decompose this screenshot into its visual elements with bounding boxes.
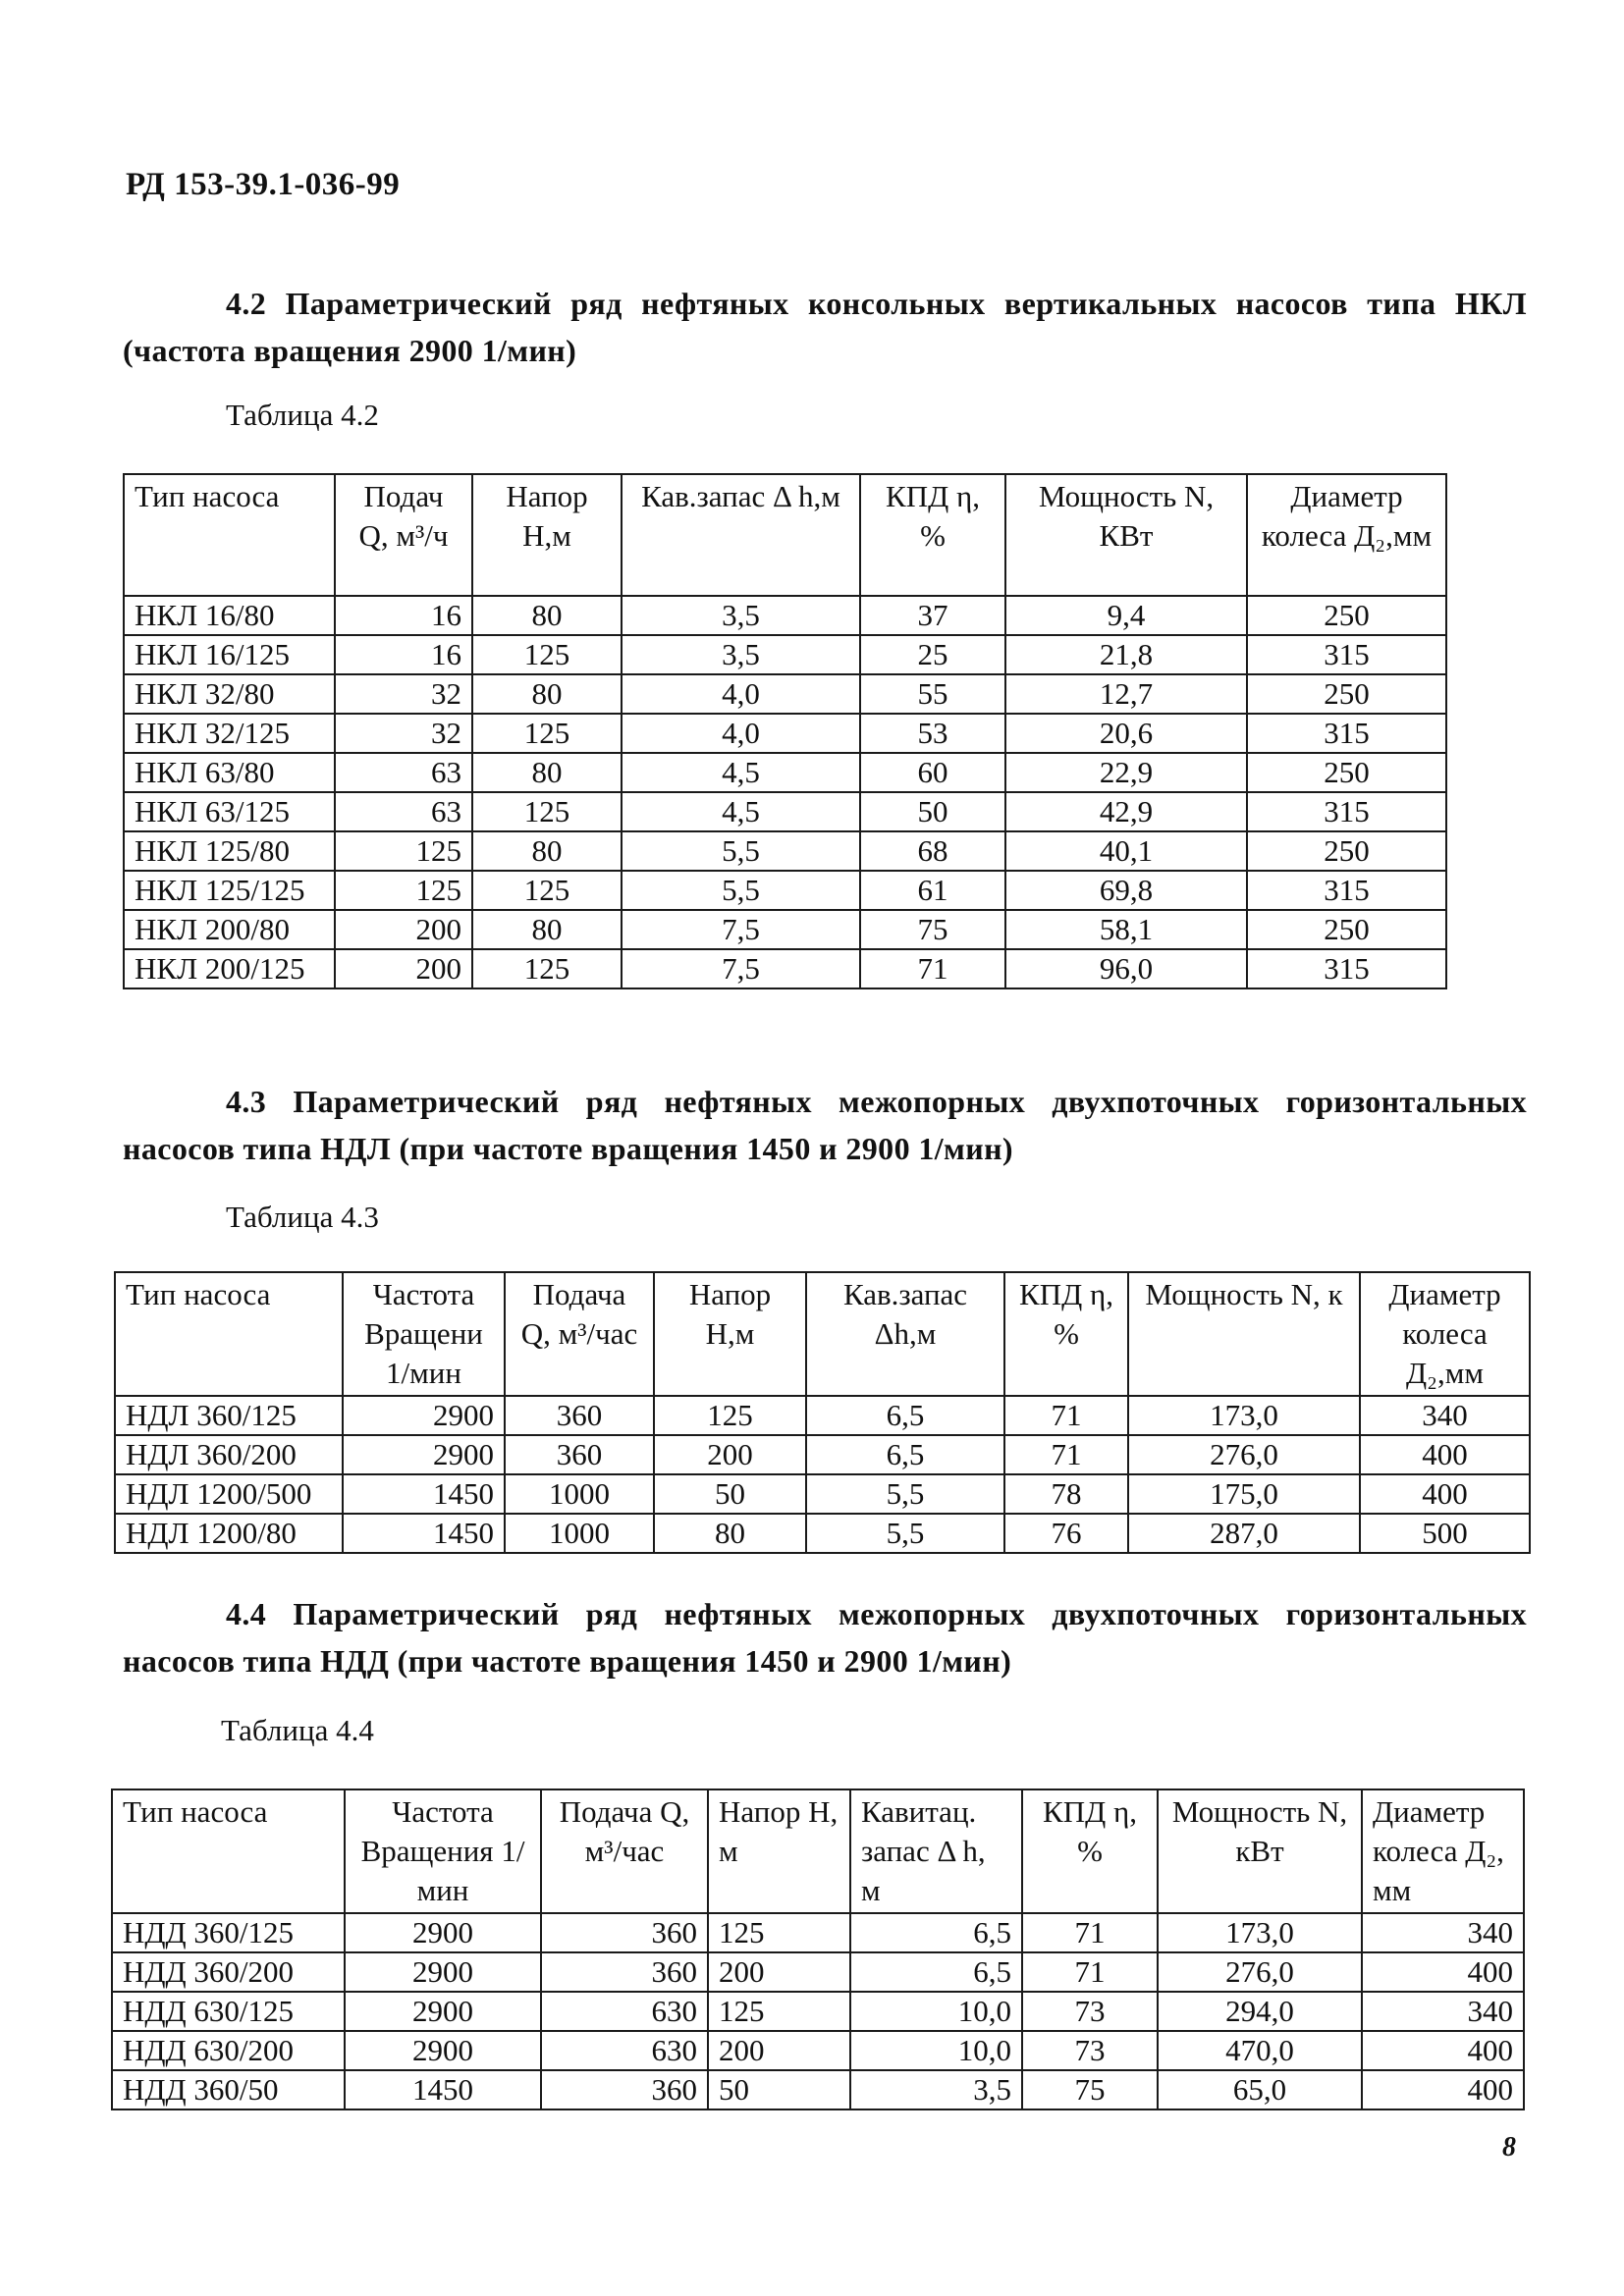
- table-row: [124, 596, 1446, 635]
- value-cell: 400: [1362, 2031, 1524, 2070]
- pump-type-cell: НКЛ 32/125: [124, 714, 335, 753]
- heading-line-1: 4.3 Параметрический ряд нефтяных межопорных двухпоточных горизонтальных: [226, 1084, 1527, 1119]
- table-body: [115, 1396, 1530, 1553]
- col-header-npsh: Кавитац. запас Δ h, м: [850, 1789, 1022, 1913]
- pump-type-cell: НКЛ 125/125: [124, 871, 335, 910]
- value-cell: 69,8: [1005, 871, 1247, 910]
- value-cell: 360: [505, 1396, 654, 1435]
- value-cell: 630: [541, 2031, 708, 2070]
- table-row: [124, 949, 1446, 988]
- value-cell: 68: [860, 831, 1005, 871]
- value-cell: 76: [1004, 1514, 1128, 1553]
- col-header-head: Напор Н, м: [708, 1789, 850, 1913]
- value-cell: 400: [1360, 1435, 1530, 1474]
- col-header-type: Тип насоса: [115, 1272, 343, 1396]
- value-cell: 125: [708, 1992, 850, 2031]
- col-header-efficiency: КПД η, %: [1004, 1272, 1128, 1396]
- table-header-row: [124, 474, 1446, 596]
- value-cell: 2900: [345, 2031, 541, 2070]
- pump-type-cell: НДЛ 360/125: [115, 1396, 343, 1435]
- table-body: [124, 596, 1446, 988]
- table-4-4: [111, 1789, 1525, 2110]
- value-cell: 12,7: [1005, 674, 1247, 714]
- value-cell: 71: [1022, 1913, 1158, 1952]
- table-row: [112, 2070, 1524, 2109]
- value-cell: 630: [541, 1992, 708, 2031]
- table-row: [124, 635, 1446, 674]
- value-cell: 50: [708, 2070, 850, 2109]
- value-cell: 360: [505, 1435, 654, 1474]
- value-cell: 75: [860, 910, 1005, 949]
- value-cell: 315: [1247, 635, 1446, 674]
- value-cell: 71: [1004, 1396, 1128, 1435]
- document-code: РД 153-39.1-036-99: [126, 167, 401, 202]
- value-cell: 125: [472, 635, 622, 674]
- value-cell: 80: [472, 831, 622, 871]
- value-cell: 25: [860, 635, 1005, 674]
- value-cell: 500: [1360, 1514, 1530, 1553]
- heading-line-2: насосов типа НДЛ (при частоте вращения 1450 и 2900 1/мин): [123, 1131, 1013, 1166]
- value-cell: 1450: [345, 2070, 541, 2109]
- table-row: [124, 831, 1446, 871]
- heading-line-2: насосов типа НДД (при частоте вращения 1450 и 2900 1/мин): [123, 1643, 1012, 1679]
- value-cell: 250: [1247, 674, 1446, 714]
- col-header-speed: Частота Вращения 1/мин: [345, 1789, 541, 1913]
- value-cell: 200: [654, 1435, 806, 1474]
- col-header-power: Мощность N, кВт: [1158, 1789, 1362, 1913]
- value-cell: 125: [708, 1913, 850, 1952]
- value-cell: 6,5: [850, 1913, 1022, 1952]
- table-header-row: [112, 1789, 1524, 1913]
- value-cell: 175,0: [1128, 1474, 1360, 1514]
- value-cell: 3,5: [622, 635, 860, 674]
- value-cell: 16: [335, 635, 472, 674]
- value-cell: 250: [1247, 910, 1446, 949]
- pump-type-cell: НДД 360/200: [112, 1952, 345, 1992]
- heading-line-1: 4.2 Параметрический ряд нефтяных консольных вертикальных насосов типа НКЛ: [226, 286, 1527, 321]
- value-cell: 294,0: [1158, 1992, 1362, 2031]
- value-cell: 315: [1247, 792, 1446, 831]
- value-cell: 63: [335, 792, 472, 831]
- value-cell: 1450: [343, 1514, 505, 1553]
- value-cell: 32: [335, 714, 472, 753]
- col-header-npsh: Кав.запас Δh,м: [806, 1272, 1004, 1396]
- pump-type-cell: НКЛ 32/80: [124, 674, 335, 714]
- value-cell: 2900: [345, 1952, 541, 1992]
- pump-type-cell: НКЛ 16/125: [124, 635, 335, 674]
- value-cell: 55: [860, 674, 1005, 714]
- value-cell: 80: [472, 596, 622, 635]
- value-cell: 1000: [505, 1514, 654, 1553]
- value-cell: 400: [1362, 1952, 1524, 1992]
- pump-type-cell: НДД 360/50: [112, 2070, 345, 2109]
- section-heading-4-2: [123, 280, 1527, 374]
- pump-type-cell: НКЛ 200/125: [124, 949, 335, 988]
- table-row: [124, 753, 1446, 792]
- value-cell: 4,0: [622, 674, 860, 714]
- value-cell: 78: [1004, 1474, 1128, 1514]
- value-cell: 276,0: [1128, 1435, 1360, 1474]
- value-cell: 50: [860, 792, 1005, 831]
- value-cell: 315: [1247, 871, 1446, 910]
- value-cell: 60: [860, 753, 1005, 792]
- value-cell: 42,9: [1005, 792, 1247, 831]
- table-row: [124, 792, 1446, 831]
- value-cell: 4,5: [622, 792, 860, 831]
- value-cell: 315: [1247, 714, 1446, 753]
- value-cell: 96,0: [1005, 949, 1247, 988]
- value-cell: 73: [1022, 2031, 1158, 2070]
- value-cell: 50: [654, 1474, 806, 1514]
- value-cell: 3,5: [850, 2070, 1022, 2109]
- col-header-diameter: Диаметр колеса Д₂, мм: [1362, 1789, 1524, 1913]
- pump-type-cell: НКЛ 125/80: [124, 831, 335, 871]
- value-cell: 6,5: [806, 1435, 1004, 1474]
- value-cell: 32: [335, 674, 472, 714]
- value-cell: 200: [708, 2031, 850, 2070]
- value-cell: 10,0: [850, 2031, 1022, 2070]
- table-row: [115, 1514, 1530, 1553]
- value-cell: 250: [1247, 753, 1446, 792]
- value-cell: 125: [654, 1396, 806, 1435]
- value-cell: 6,5: [806, 1396, 1004, 1435]
- value-cell: 22,9: [1005, 753, 1247, 792]
- value-cell: 80: [472, 910, 622, 949]
- value-cell: 287,0: [1128, 1514, 1360, 1553]
- col-header-type: Тип насоса: [124, 474, 335, 596]
- value-cell: 2900: [345, 1913, 541, 1952]
- section-heading-4-4: [123, 1590, 1527, 1684]
- value-cell: 276,0: [1158, 1952, 1362, 1992]
- value-cell: 315: [1247, 949, 1446, 988]
- value-cell: 7,5: [622, 910, 860, 949]
- table-row: [112, 1952, 1524, 1992]
- page-number: 8: [1502, 2132, 1516, 2163]
- value-cell: 5,5: [622, 871, 860, 910]
- value-cell: 75: [1022, 2070, 1158, 2109]
- table-row: [124, 910, 1446, 949]
- pump-type-cell: НДД 630/125: [112, 1992, 345, 2031]
- value-cell: 37: [860, 596, 1005, 635]
- table-row: [115, 1396, 1530, 1435]
- value-cell: 61: [860, 871, 1005, 910]
- table-row: [112, 1913, 1524, 1952]
- col-header-type: Тип насоса: [112, 1789, 345, 1913]
- value-cell: 2900: [343, 1435, 505, 1474]
- value-cell: 125: [472, 714, 622, 753]
- value-cell: 1000: [505, 1474, 654, 1514]
- value-cell: 173,0: [1128, 1396, 1360, 1435]
- value-cell: 200: [335, 949, 472, 988]
- table-caption-4-3: Таблица 4.3: [226, 1200, 379, 1234]
- pump-type-cell: НКЛ 200/80: [124, 910, 335, 949]
- value-cell: 73: [1022, 1992, 1158, 2031]
- pump-type-cell: НДЛ 360/200: [115, 1435, 343, 1474]
- col-header-efficiency: КПД η, %: [860, 474, 1005, 596]
- value-cell: 340: [1360, 1396, 1530, 1435]
- table-row: [115, 1435, 1530, 1474]
- pump-type-cell: НКЛ 16/80: [124, 596, 335, 635]
- value-cell: 200: [708, 1952, 850, 1992]
- value-cell: 58,1: [1005, 910, 1247, 949]
- value-cell: 360: [541, 1913, 708, 1952]
- pump-type-cell: НДЛ 1200/80: [115, 1514, 343, 1553]
- value-cell: 63: [335, 753, 472, 792]
- table-row: [124, 674, 1446, 714]
- section-heading-4-3: [123, 1078, 1527, 1172]
- value-cell: 71: [1022, 1952, 1158, 1992]
- col-header-power: Мощность N, КВт: [1005, 474, 1247, 596]
- value-cell: 7,5: [622, 949, 860, 988]
- pump-type-cell: НДД 630/200: [112, 2031, 345, 2070]
- value-cell: 400: [1360, 1474, 1530, 1514]
- value-cell: 125: [472, 871, 622, 910]
- value-cell: 250: [1247, 596, 1446, 635]
- table-row: [112, 1992, 1524, 2031]
- value-cell: 360: [541, 1952, 708, 1992]
- col-header-speed: Частота Вращени 1/мин: [343, 1272, 505, 1396]
- value-cell: 2900: [345, 1992, 541, 2031]
- value-cell: 125: [335, 871, 472, 910]
- heading-line-2: (частота вращения 2900 1/мин): [123, 333, 577, 368]
- value-cell: 470,0: [1158, 2031, 1362, 2070]
- pump-type-cell: НДД 360/125: [112, 1913, 345, 1952]
- table-caption-4-2: Таблица 4.2: [226, 398, 379, 432]
- table-4-2: [123, 473, 1447, 989]
- value-cell: 80: [472, 674, 622, 714]
- value-cell: 173,0: [1158, 1913, 1362, 1952]
- heading-line-1: 4.4 Параметрический ряд нефтяных межопорных двухпоточных горизонтальных: [226, 1596, 1527, 1631]
- col-header-head: Напор Н,м: [654, 1272, 806, 1396]
- table-row: [124, 871, 1446, 910]
- value-cell: 65,0: [1158, 2070, 1362, 2109]
- col-header-head: Напор Н,м: [472, 474, 622, 596]
- col-header-npsh: Кав.запас Δ h,м: [622, 474, 860, 596]
- value-cell: 9,4: [1005, 596, 1247, 635]
- value-cell: 5,5: [806, 1474, 1004, 1514]
- col-header-flow: Подача Q, м³/час: [505, 1272, 654, 1396]
- col-header-flow: Подача Q, м³/час: [541, 1789, 708, 1913]
- value-cell: 5,5: [622, 831, 860, 871]
- value-cell: 80: [654, 1514, 806, 1553]
- pump-type-cell: НКЛ 63/80: [124, 753, 335, 792]
- value-cell: 20,6: [1005, 714, 1247, 753]
- value-cell: 125: [472, 792, 622, 831]
- col-header-flow: Подач Q, м³/ч: [335, 474, 472, 596]
- value-cell: 340: [1362, 1992, 1524, 2031]
- value-cell: 3,5: [622, 596, 860, 635]
- value-cell: 53: [860, 714, 1005, 753]
- value-cell: 4,0: [622, 714, 860, 753]
- value-cell: 5,5: [806, 1514, 1004, 1553]
- pump-type-cell: НДЛ 1200/500: [115, 1474, 343, 1514]
- value-cell: 340: [1362, 1913, 1524, 1952]
- table-caption-4-4: Таблица 4.4: [221, 1713, 374, 1747]
- value-cell: 71: [860, 949, 1005, 988]
- value-cell: 2900: [343, 1396, 505, 1435]
- value-cell: 250: [1247, 831, 1446, 871]
- value-cell: 6,5: [850, 1952, 1022, 1992]
- col-header-diameter: Диаметр колеса Д₂,мм: [1247, 474, 1446, 596]
- value-cell: 400: [1362, 2070, 1524, 2109]
- table-header-row: [115, 1272, 1530, 1396]
- value-cell: 4,5: [622, 753, 860, 792]
- value-cell: 80: [472, 753, 622, 792]
- value-cell: 71: [1004, 1435, 1128, 1474]
- value-cell: 21,8: [1005, 635, 1247, 674]
- table-row: [124, 714, 1446, 753]
- value-cell: 16: [335, 596, 472, 635]
- table-body: [112, 1913, 1524, 2109]
- value-cell: 1450: [343, 1474, 505, 1514]
- value-cell: 360: [541, 2070, 708, 2109]
- col-header-power: Мощность N, к: [1128, 1272, 1360, 1396]
- table-4-3: [114, 1271, 1531, 1554]
- value-cell: 10,0: [850, 1992, 1022, 2031]
- pump-type-cell: НКЛ 63/125: [124, 792, 335, 831]
- value-cell: 125: [335, 831, 472, 871]
- col-header-efficiency: КПД η, %: [1022, 1789, 1158, 1913]
- table-row: [115, 1474, 1530, 1514]
- value-cell: 40,1: [1005, 831, 1247, 871]
- value-cell: 125: [472, 949, 622, 988]
- value-cell: 200: [335, 910, 472, 949]
- col-header-diameter: Диаметр колеса Д₂,мм: [1360, 1272, 1530, 1396]
- table-row: [112, 2031, 1524, 2070]
